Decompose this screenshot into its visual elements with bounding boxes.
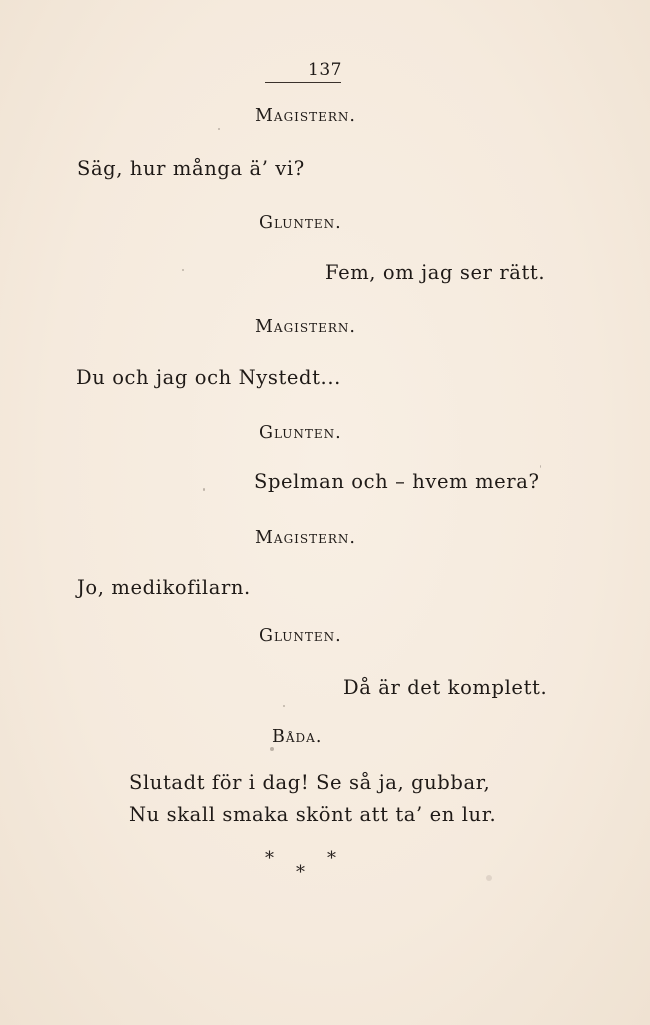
verse-line-8: Nu skall smaka skönt att ta’ en lur. — [129, 803, 497, 826]
paper-speck — [486, 875, 492, 881]
asterism-star-left: * — [265, 848, 274, 869]
paper-speck — [203, 488, 205, 491]
paper-speck — [270, 747, 274, 751]
verse-line-2: Fem, om jag ser rätt. — [325, 261, 546, 284]
paper-speck — [283, 705, 285, 707]
paper-speck — [540, 465, 541, 468]
speaker-bada: Båda. — [272, 727, 323, 747]
page-number: 137 — [308, 60, 342, 80]
verse-line-3: Du och jag och Nystedt... — [76, 366, 341, 389]
speaker-glunten-1: Glunten. — [259, 213, 342, 233]
speaker-glunten-3: Glunten. — [259, 626, 342, 646]
verse-line-1: Säg, hur många ä’ vi? — [77, 157, 305, 180]
verse-line-6: Då är det komplett. — [343, 676, 548, 699]
asterism-star-bottom: * — [296, 862, 305, 883]
speaker-glunten-2: Glunten. — [259, 423, 342, 443]
page-number-rule — [265, 82, 341, 83]
paper-speck — [218, 128, 220, 130]
verse-line-4: Spelman och – hvem mera? — [254, 470, 540, 493]
paper-speck — [182, 269, 184, 271]
asterism-star-right: * — [327, 848, 336, 869]
verse-line-7: Slutadt för i dag! Se så ja, gubbar, — [129, 771, 491, 794]
speaker-magistern-2: Magistern. — [255, 317, 356, 337]
speaker-magistern-3: Magistern. — [255, 528, 356, 548]
speaker-magistern-1: Magistern. — [255, 106, 356, 126]
verse-line-5: Jo, medikofilarn. — [77, 576, 251, 599]
